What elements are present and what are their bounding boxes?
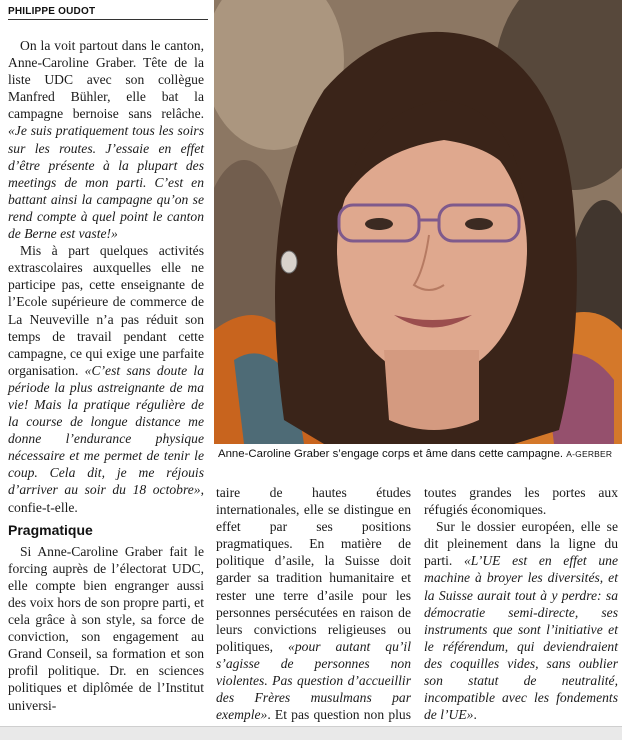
quote-text: «L’UE est en effet une machine à broyer les diversités, et la Suisse aurait tout à y perdre: sa démocratie semi-directe, ses instruments que sont l’initiative et le référendum, qui deviendraient des coquilles vides, sans oublier son statut de neutralité, incompatible avec les fondements de l’UE» xyxy=(424,553,618,723)
article-paragraph xyxy=(8,242,204,516)
body-text: toutes grandes les portes aux réfugiés économiques. xyxy=(424,485,618,518)
quote-text: «C’est sans doute la période la plus astreignante de ma vie! Mais la pratique régulière de la course de longue distance me donne l’endurance physique nécessaire et me permet de tenir le coup. Cela dit, je me réjouis d’arriver au soir du 18 octobre» xyxy=(8,362,204,498)
body-text: Si Anne-Caroline Graber fait le forcing auprès de l’électorat UDC, elle compte bien engranger aussi des voix hors de son propre parti, et cela grâce à son style, sa force de conviction, son engagement au Grand Conseil, sa formation et son profil politique. Dr. en sciences politiques et diplômée de l’Institut universi- xyxy=(8,543,204,713)
article-paragraph xyxy=(8,37,204,242)
body-text: taire de hautes études internationales, elle se distingue en effet par ses positions pragmatiques. En matière de politique d’asile, la Suisse doit garder sa tradition humanitaire et rester une terre d’asile pour les personnes persécutées en raison de leurs convictions religieuses ou politiques, xyxy=(216,485,411,654)
body-text: On la voit partout dans le canton, Anne-Caroline Graber. Tête de la liste UDC avec son collègue Manfred Bühler, elle bat la campagne bernoise sans relâche. xyxy=(8,38,204,122)
article-paragraph xyxy=(216,484,411,740)
quote-text: «Je suis pratiquement tous les soirs sur les routes. J’essaie en effet d’être présente à la plupart des meetings de mon parti. C’est en battant ainsi la campagne qu’on se rend compte à quel point le canton de Berne est vaste!» xyxy=(8,123,204,242)
photo-caption xyxy=(218,448,622,460)
article-column-middle xyxy=(216,484,411,740)
body-text: Mis à part quelques activités extrascolaires auxquelles elle ne participe pas, cette enseignante de l’Ecole supérieure de commerce de La Neuveville n’a pas réduit son temps de travail pendant cette campagne, ce qui exige une parfaite organisation. xyxy=(8,243,204,378)
quote-text: «pour autant qu’il s’agisse de personnes non violentes. Pas question d’accueillir des Frères musulmans par exemple» xyxy=(216,638,411,723)
caption-text: Anne-Caroline Graber s’engage corps et âme dans cette campagne. xyxy=(218,448,564,460)
photo-credit: A-GERBER xyxy=(566,449,613,459)
article-column-right xyxy=(424,484,618,740)
article-column-left xyxy=(8,37,204,714)
body-text: Sur le dossier européen, elle se dit pleinement dans la ligne du parti. xyxy=(424,519,618,569)
byline: PHILIPPE OUDOT xyxy=(8,6,208,20)
article-paragraph xyxy=(424,484,618,518)
article-paragraph xyxy=(424,518,618,723)
page-footer-band xyxy=(0,726,622,740)
portrait-photo xyxy=(214,0,622,444)
body-text: , confie-t-elle. xyxy=(8,482,204,515)
section-heading: Pragmatique xyxy=(8,521,93,538)
body-text: . xyxy=(473,707,477,723)
article-paragraph xyxy=(8,543,204,714)
body-text: . Et pas question non plus xyxy=(267,707,411,723)
portrait-illustration xyxy=(214,0,622,444)
